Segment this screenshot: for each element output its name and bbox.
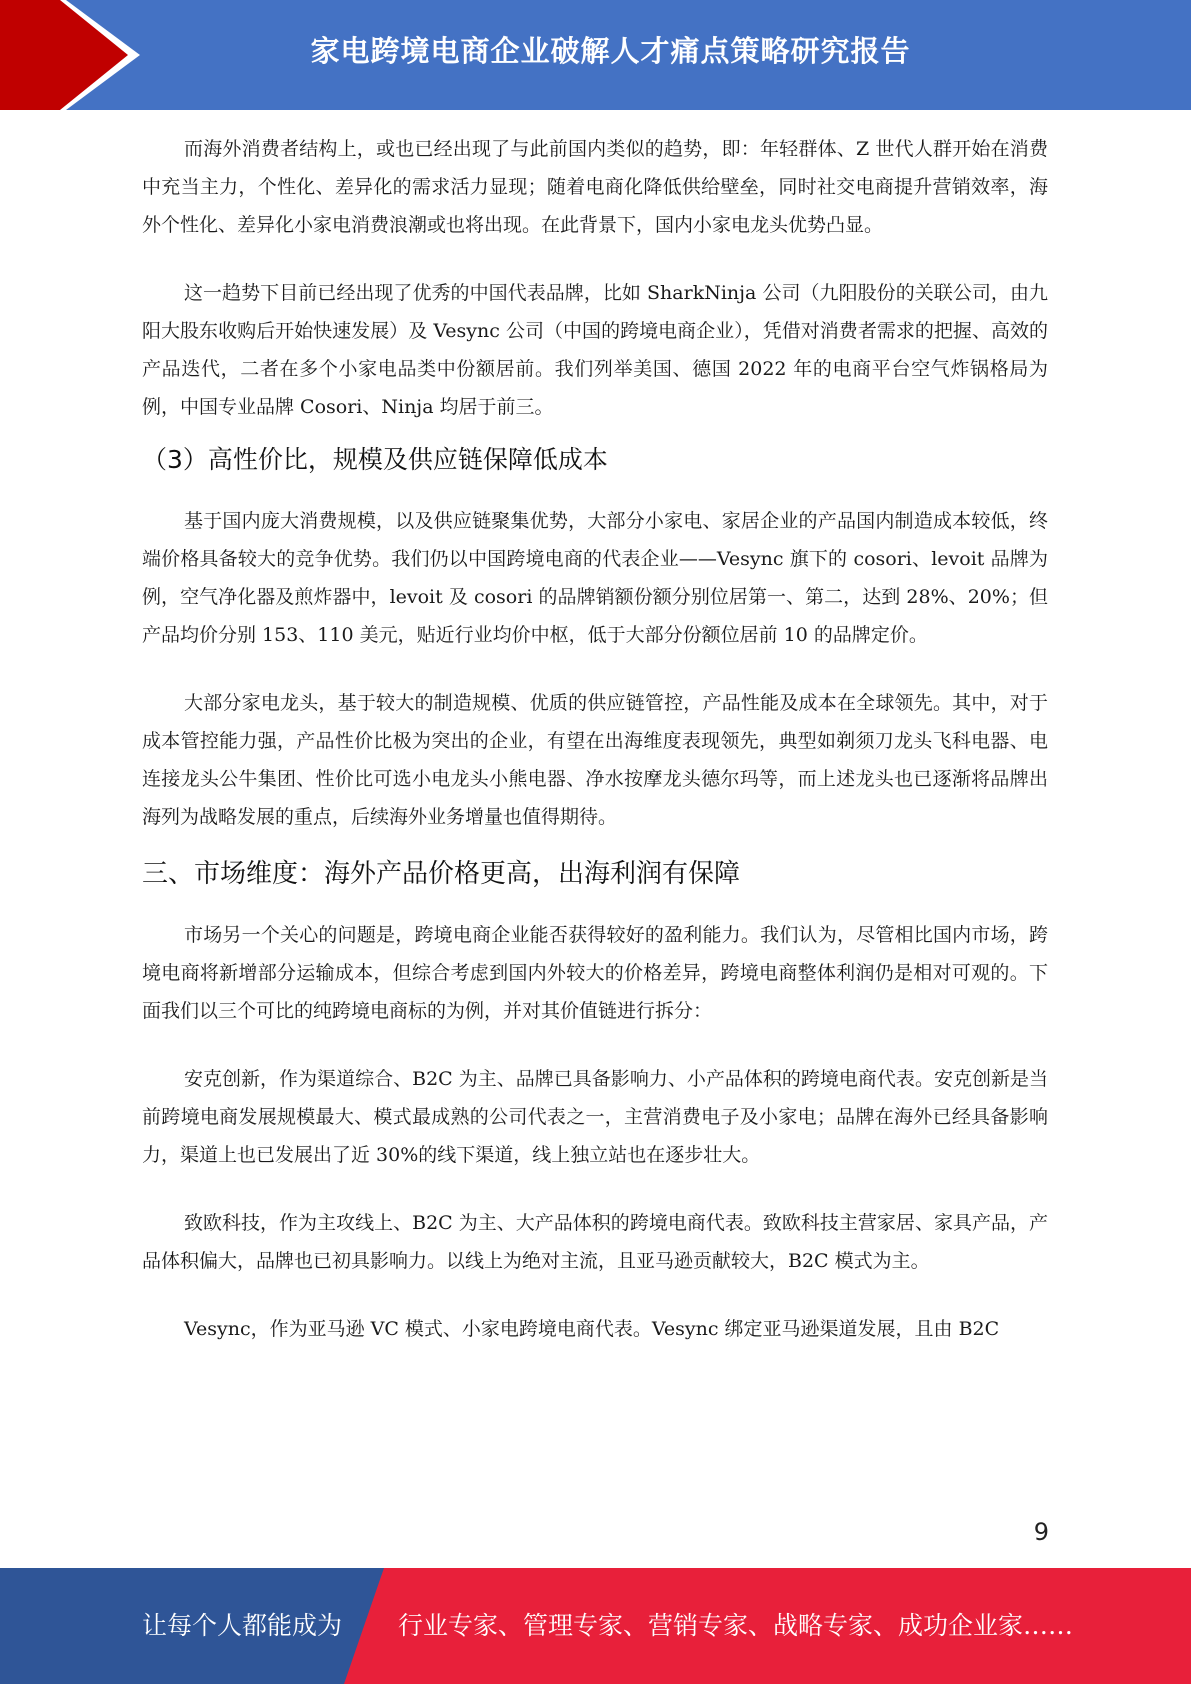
header-chevron-decoration: [0, 0, 150, 110]
paragraph-appliance-leaders: 大部分家电龙头，基于较大的制造规模、优质的供应链管控，产品性能及成本在全球领先。其中，对于成本管控能力强，产品性价比极为突出的企业，有望在出海维度表现领先，典型如剃须刀龙头飞科电器、电连接龙头公牛集团、性价比可选小电龙头小熊电器、净水按摩龙头德尔玛等，而上述龙头也已逐渐将品牌出海列为战略发展的重点，后续海外业务增量也值得期待。: [142, 692, 1048, 828]
paragraph-gap: [142, 654, 1048, 684]
section-heading-market-dimension: 三、市场维度：海外产品价格更高，出海利润有保障: [142, 859, 741, 889]
paragraph-gap: [142, 1174, 1048, 1204]
document-title: 家电跨境电商企业破解人才痛点策略研究报告: [310, 34, 911, 68]
paragraph-gap: [142, 894, 1048, 916]
paragraph-anker: 安克创新，作为渠道综合、B2C 为主、品牌已具备影响力、小产品体积的跨境电商代表。安克创新是当前跨境电商发展规模最大、模式最成熟的公司代表之一，主营消费电子及小家电；品牌在海外已经具备影响力，渠道上也已发展出了近 30%的线下渠道，线上独立站也在逐步壮大。: [142, 1068, 1048, 1166]
paragraph-supply-chain: 基于国内庞大消费规模，以及供应链聚集优势，大部分小家电、家居企业的产品国内制造成本较低，终端价格具备较大的竞争优势。我们仍以中国跨境电商的代表企业——Vesync 旗下的 cosori、levoit 品牌为例，空气净化器及煎炸器中，levoit 及 cosori 的品牌销额份额分别位居第一、第二，达到 28%、20%；但产品均价分别 153、110 美元，贴近行业均价中枢，低于大部分份额位居前 10 的品牌定价。: [142, 510, 1048, 646]
paragraph-gap: [142, 836, 1048, 854]
paragraph-gap: [142, 480, 1048, 502]
footer-slogan-left: 让每个人都能成为: [142, 1611, 343, 1640]
paragraph-consumer-structure: 而海外消费者结构上，或也已经出现了与此前国内类似的趋势，即：年轻群体、Z 世代人群开始在消费中充当主力，个性化、差异化的需求活力显现；随着电商化降低供给壁垒，同时社交电商提升营销效率，海外个性化、差异化小家电消费浪潮或也将出现。在此背景下，国内小家电龙头优势凸显。: [142, 138, 1048, 236]
paragraph-chinese-brands: 这一趋势下目前已经出现了优秀的中国代表品牌，比如 SharkNinja 公司（九阳股份的关联公司，由九阳大股东收购后开始快速发展）及 Vesync 公司（中国的跨境电商企业），凭借对消费者需求的把握、高效的产品迭代，二者在多个小家电品类中份额居前。我们列举美国、德国 2022 年的电商平台空气炸锅格局为例，中国专业品牌 Cosori、Ninja 均居于前三。: [142, 282, 1048, 418]
paragraph-vesync: Vesync，作为亚马逊 VC 模式、小家电跨境电商代表。Vesync 绑定亚马逊渠道发展，且由 B2C: [184, 1318, 1000, 1340]
paragraph-profitability: 市场另一个关心的问题是，跨境电商企业能否获得较好的盈利能力。我们认为，尽管相比国内市场，跨境电商将新增部分运输成本，但综合考虑到国内外较大的价格差异，跨境电商整体利润仍是相对可观的。下面我们以三个可比的纯跨境电商标的为例，并对其价值链进行拆分：: [142, 924, 1048, 1022]
paragraph-gap: [142, 1280, 1048, 1310]
footer-slogan-right: 行业专家、管理专家、营销专家、战略专家、成功企业家……: [398, 1611, 1074, 1640]
page-footer: [0, 1568, 1191, 1684]
page-header: [0, 0, 1191, 110]
paragraph-gap: [142, 426, 1048, 440]
paragraph-gap: [142, 1030, 1048, 1060]
paragraph-ziel: 致欧科技，作为主攻线上、B2C 为主、大产品体积的跨境电商代表。致欧科技主营家居、家具产品，产品体积偏大，品牌也已初具影响力。以线上为绝对主流，且亚马逊贡献较大，B2C 模式为主。: [142, 1212, 1048, 1272]
section-heading-cost-performance: （3）高性价比，规模及供应链保障低成本: [142, 445, 608, 474]
page-number: 9: [1033, 1518, 1049, 1546]
document-body: [142, 130, 1048, 1348]
paragraph-gap: [142, 244, 1048, 274]
